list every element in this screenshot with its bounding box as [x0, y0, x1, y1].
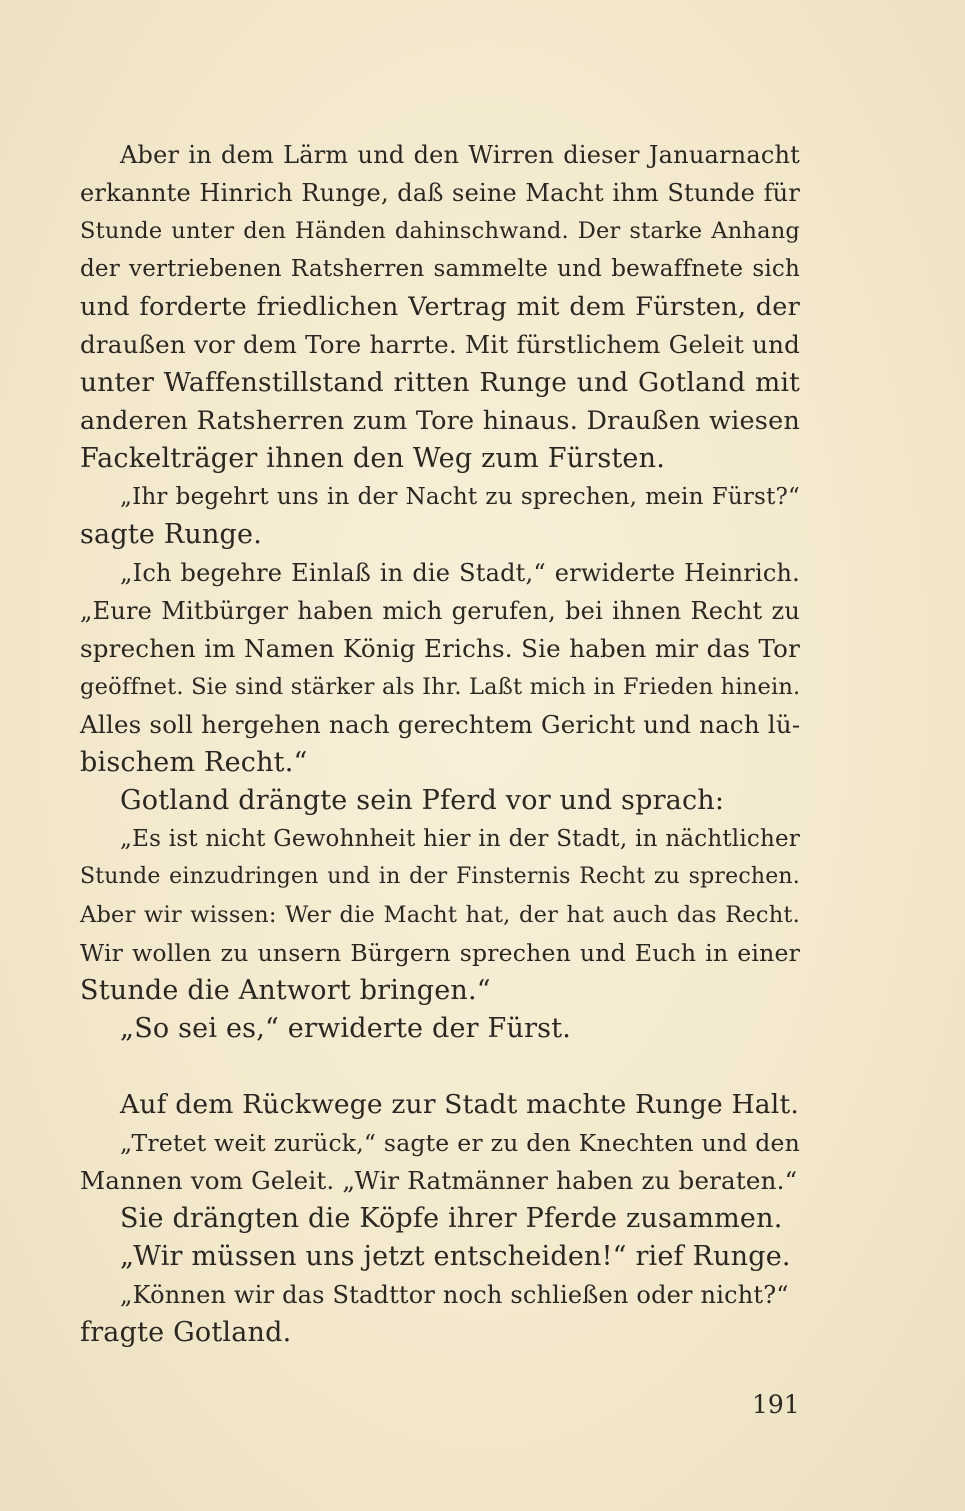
text-line-18: Gotland drängte sein Pferd vor und sprach: [120, 785, 725, 816]
text-line-29: „Wir müssen uns jetzt entscheiden!“ rief Runge. [120, 1241, 791, 1272]
text-line-27: Mannen vom Geleit. „Wir Ratmänner haben zu beraten.“ [80, 1166, 798, 1195]
text-line-16: Alles soll hergehen nach gerechtem Gericht und nach lü- [80, 710, 801, 739]
text-line-4: der vertriebenen Ratsherren sammelte und bewaffnete sich [80, 256, 800, 282]
text-line-9: Fackelträger ihnen den Weg zum Fürsten. [80, 443, 665, 474]
page-number: 191 [752, 1390, 800, 1419]
text-line-24: „So sei es,“ erwiderte der Fürst. [120, 1013, 572, 1044]
text-line-31: fragte Gotland. [80, 1317, 292, 1348]
text-line-11: sagte Runge. [80, 519, 263, 550]
text-line-7: unter Waffenstillstand ritten Runge und Gotland mit [80, 367, 800, 398]
text-line-25: Auf dem Rückwege zur Stadt machte Runge Halt. [120, 1089, 799, 1120]
text-line-14: sprechen im Namen König Erichs. Sie haben mir das Tor [80, 634, 800, 663]
text-line-30: „Können wir das Stadttor noch schließen oder nicht?“ [120, 1281, 789, 1309]
text-line-13: „Eure Mitbürger haben mich gerufen, bei ihnen Recht zu [80, 597, 800, 625]
text-line-2: erkannte Hinrich Runge, daß seine Macht ihm Stunde für [80, 179, 800, 207]
text-line-22: Wir wollen zu unsern Bürgern sprechen und Euch in einer [80, 939, 800, 967]
text-line-21: Aber wir wissen: Wer die Macht hat, der hat auch das Recht. [80, 902, 800, 928]
text-line-1: Aber in dem Lärm und den Wirren dieser Januarnacht [120, 141, 800, 169]
text-line-10: „Ihr begehrt uns in der Nacht zu sprechen, mein Fürst?“ [120, 484, 800, 510]
text-line-17: bischem Recht.“ [80, 747, 308, 778]
text-line-12: „Ich begehre Einlaß in die Stadt,“ erwiderte Heinrich. [120, 559, 800, 587]
text-line-6: draußen vor dem Tore harrte. Mit fürstlichem Geleit und [80, 330, 800, 359]
text-line-23: Stunde die Antwort bringen.“ [80, 975, 491, 1006]
text-line-5: und forderte friedlichen Vertrag mit dem Fürsten, der [80, 292, 800, 322]
text-line-20: Stunde einzudringen und in der Finsternis Recht zu sprechen. [80, 864, 800, 889]
text-line-19: „Es ist nicht Gewohnheit hier in der Stadt, in nächtlicher [120, 826, 800, 852]
text-line-28: Sie drängten die Köpfe ihrer Pferde zusammen. [120, 1203, 783, 1234]
text-line-8: anderen Ratsherren zum Tore hinaus. Draußen wiesen [80, 406, 800, 436]
text-line-26: „Tretet weit zurück,“ sagte er zu den Knechten und den [120, 1129, 800, 1157]
text-line-3: Stunde unter den Händen dahinschwand. Der starke Anhang [80, 218, 800, 244]
text-line-15: geöffnet. Sie sind stärker als Ihr. Laßt mich in Frieden hinein. [80, 674, 801, 700]
